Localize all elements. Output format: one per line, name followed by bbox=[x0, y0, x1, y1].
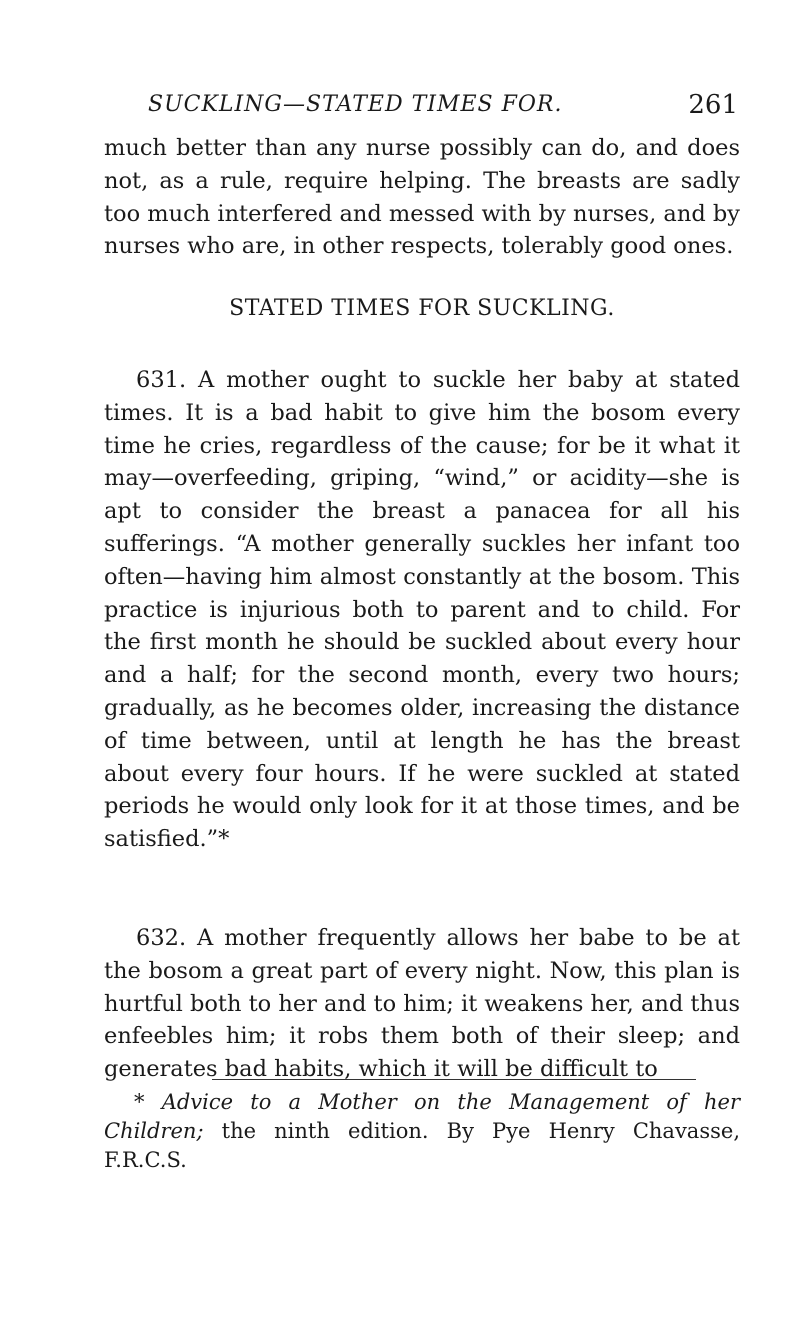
section-heading: STATED TIMES FOR SUCKLING. bbox=[229, 296, 615, 321]
page-number: 261 bbox=[688, 90, 738, 120]
running-header bbox=[148, 92, 738, 132]
footnote bbox=[104, 1088, 740, 1175]
footnote-marker: * bbox=[134, 1090, 162, 1114]
footnote-divider bbox=[212, 1079, 696, 1080]
running-title: SUCKLING—STATED TIMES FOR. bbox=[148, 92, 563, 117]
footnote-citation: the ninth edition. By Pye Henry Chavasse, F.R.C.S. bbox=[104, 1119, 740, 1172]
paragraph-text: 632. A mother frequently allows her babe to be at the bosom a great part of every night. Now, this plan is hurtful both to her and to him; it weakens her, and thus enfeebles him; it robs them both of their sleep; and generates bad habits, which it will be difficult to bbox=[104, 925, 740, 1083]
paragraph-text: much better than any nurse possibly can do, and does not, as a rule, require helping. The breasts are sadly too much interfered and messed with by nurses, and by nurses who are, in other respects, tolerably good ones. bbox=[104, 135, 740, 260]
footnote-book-title: Advice to a Mother on the Management of her Children; bbox=[104, 1090, 740, 1143]
paragraph-632 bbox=[104, 922, 740, 1086]
paragraph-631 bbox=[104, 364, 740, 856]
continuation-paragraph bbox=[104, 132, 740, 263]
paragraph-text: 631. A mother ought to suckle her baby at stated times. It is a bad habit to give him the bosom every time he cries, regardless of the cause; for be it what it may—overfeeding, griping, “wind,” or acidity—she is apt to consider the breast a panacea for all his sufferings. “A mother generally suckles her infant too often—having him almost constantly at the bosom. This practice is injurious both to parent and to child. For the first month he should be suckled about every hour and a half; for the second month, every two hours; gradually, as he becomes older, increasing the distance of time between, until at length he has the breast about every four hours. If he were suckled at stated periods he would only look for it at those times, and be satisfied.”* bbox=[104, 367, 740, 853]
